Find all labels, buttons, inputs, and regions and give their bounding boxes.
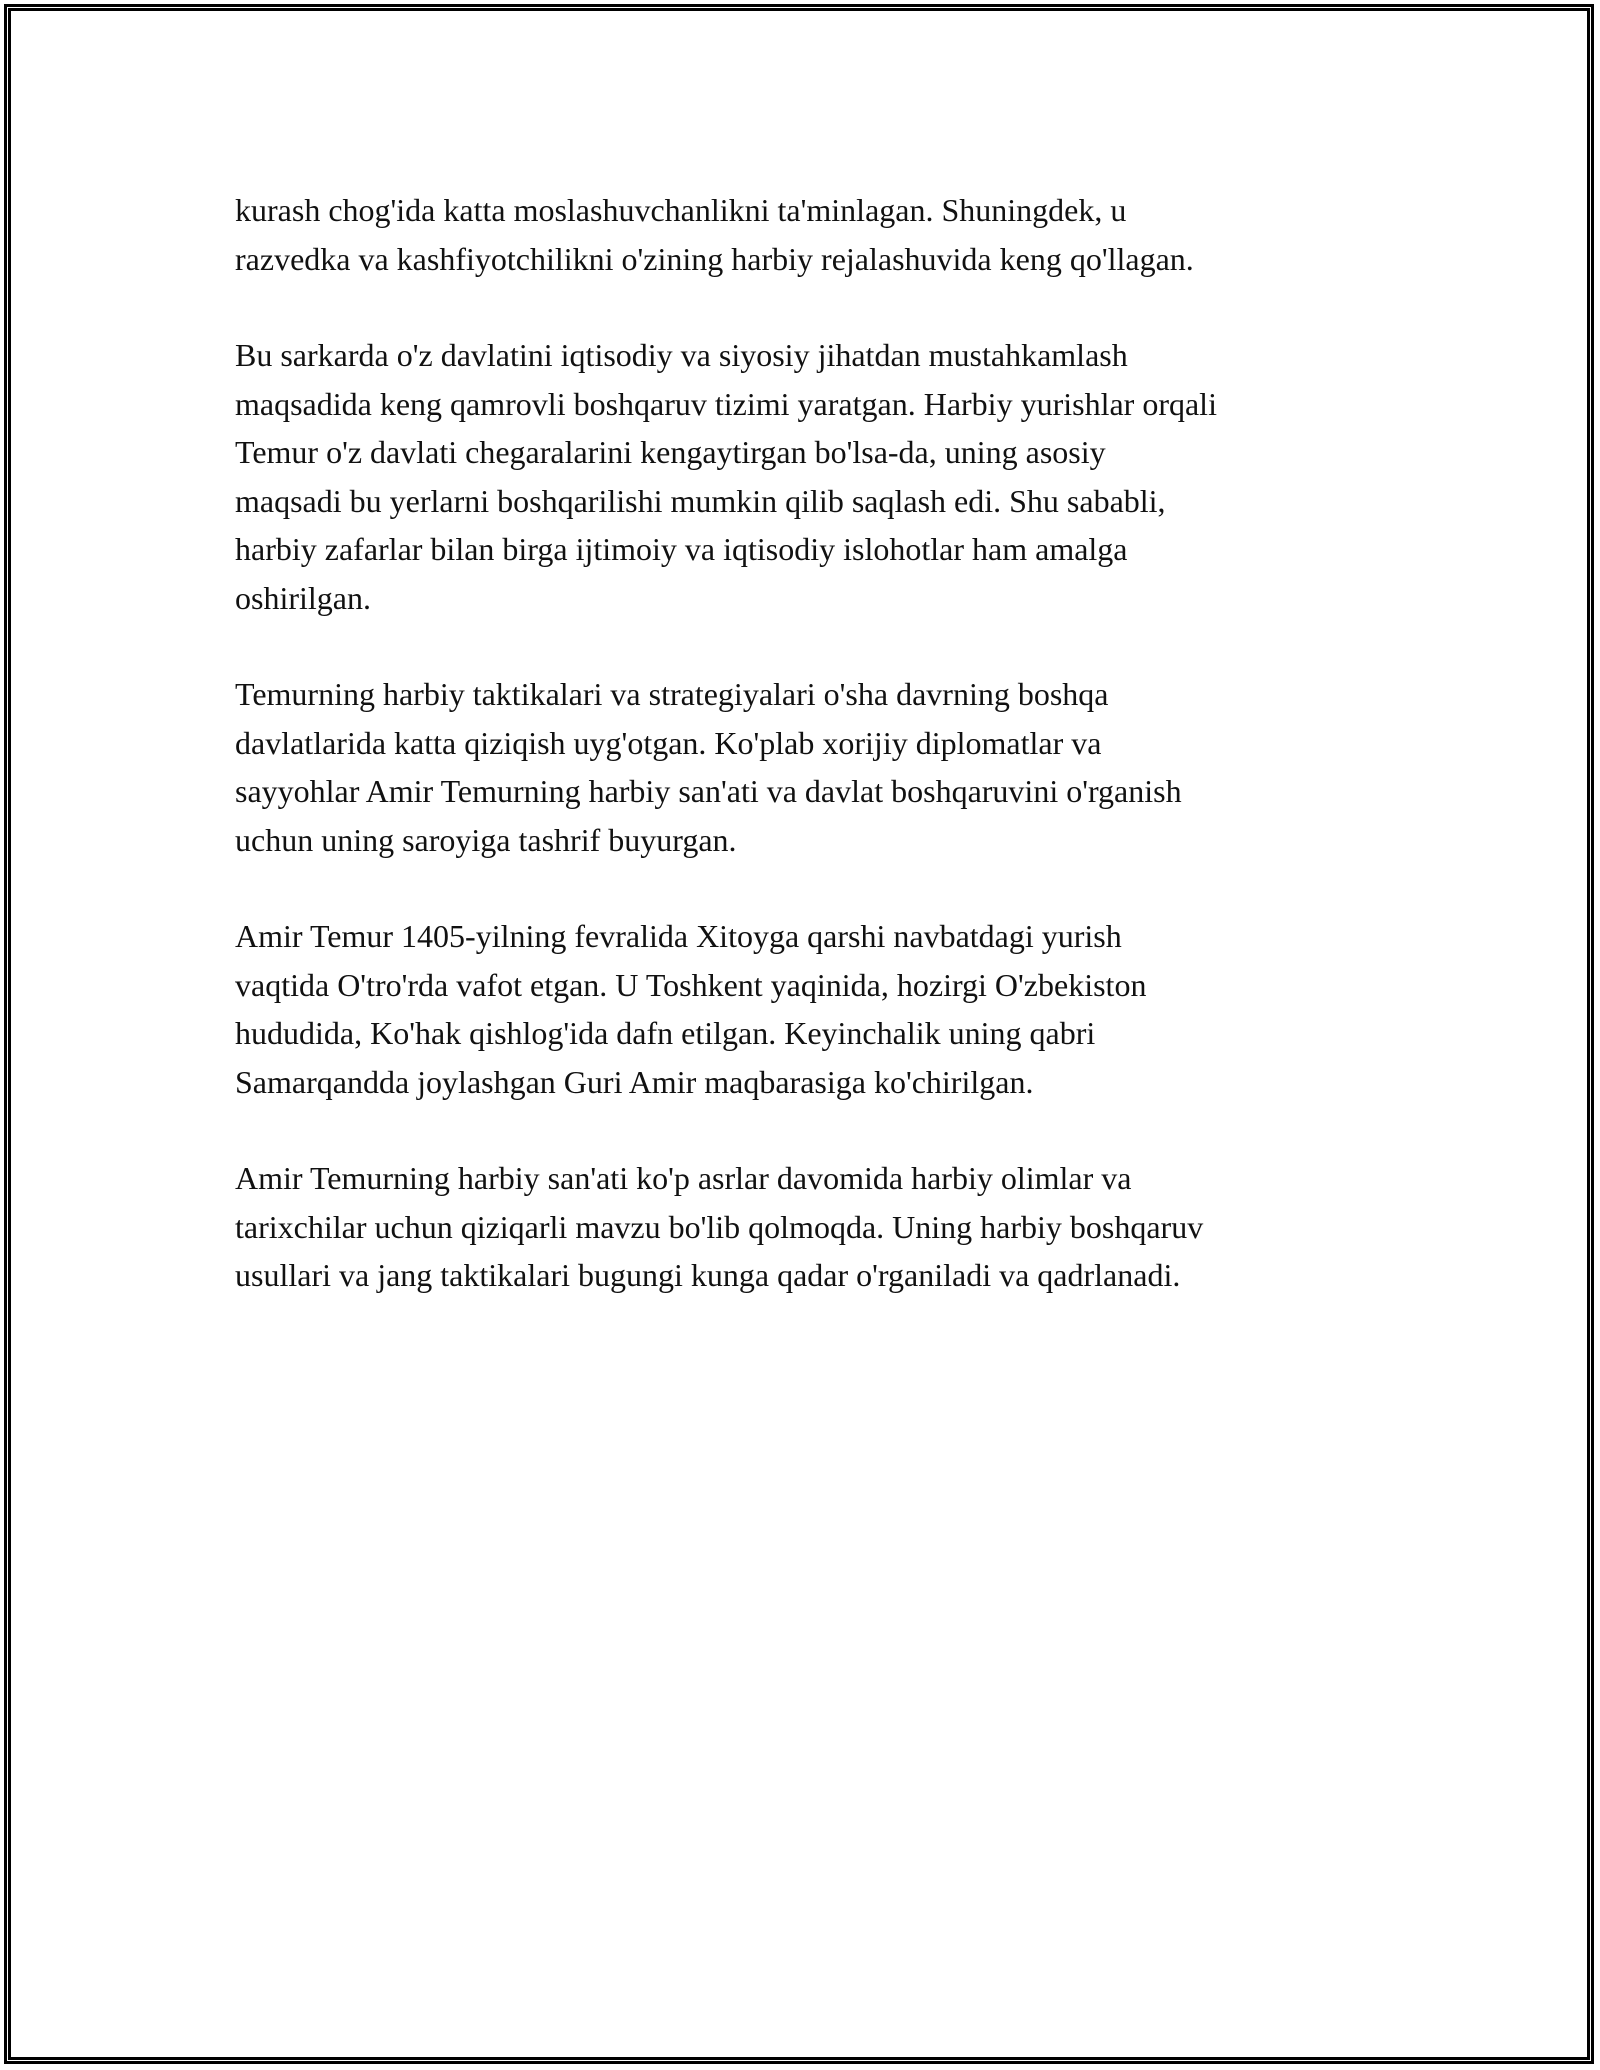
text-line: Amir Temur 1405-yilning fevralida Xitoyga qarshi navbatdagi yurish [235, 918, 1122, 954]
text-line: Amir Temurning harbiy san'ati ko'p asrlar davomida harbiy olimlar va [235, 1160, 1132, 1196]
text-line: sayyohlar Amir Temurning harbiy san'ati va davlat boshqaruvini o'rganish [235, 773, 1182, 809]
paragraph-2 [235, 331, 1375, 622]
text-line: maqsadida keng qamrovli boshqaruv tizimi yaratgan. Harbiy yurishlar orqali [235, 385, 1217, 422]
text-line: uchun uning saroyiga tashrif buyurgan. [235, 821, 737, 858]
paragraph-4 [235, 912, 1375, 1106]
paragraph-1 [235, 186, 1375, 283]
text-line: oshirilgan. [235, 579, 371, 616]
paragraph-3 [235, 670, 1375, 864]
text-line: maqsadi bu yerlarni boshqarilishi mumkin qilib saqlash edi. Shu sababli, [235, 482, 1166, 519]
text-line: Samarqandda joylashgan Guri Amir maqbarasiga ko'chirilgan. [235, 1063, 1034, 1100]
document-body [235, 186, 1375, 1348]
text-line: tarixchilar uchun qiziqarli mavzu bo'lib qolmoqda. Uning harbiy boshqaruv [235, 1208, 1204, 1245]
text-line: kurash chog'ida katta moslashuvchanlikni ta'minlagan. Shuningdek, u [235, 192, 1127, 228]
text-line: harbiy zafarlar bilan birga ijtimoiy va iqtisodiy islohotlar ham amalga [235, 531, 1128, 567]
text-line: Temur o'z davlati chegaralarini kengaytirgan bo'lsa-da, uning asosiy [235, 434, 1106, 470]
text-line: vaqtida O'tro'rda vafot etgan. U Toshkent yaqinida, hozirgi O'zbekiston [235, 966, 1147, 1003]
text-line: usullari va jang taktikalari bugungi kunga qadar o'rganiladi va qadrlanadi. [235, 1257, 1181, 1293]
paragraph-5 [235, 1154, 1375, 1300]
text-line: razvedka va kashfiyotchilikni o'zining harbiy rejalashuvida keng qo'llagan. [235, 240, 1194, 277]
text-line: davlatlarida katta qiziqish uyg'otgan. Ko'plab xorijiy diplomatlar va [235, 724, 1102, 761]
text-line: hududida, Ko'hak qishlog'ida dafn etilgan. Keyinchalik uning qabri [235, 1015, 1096, 1051]
text-line: Bu sarkarda o'z davlatini iqtisodiy va siyosiy jihatdan mustahkamlash [235, 337, 1128, 373]
text-line: Temurning harbiy taktikalari va strategiyalari o'sha davrning boshqa [235, 676, 1109, 712]
